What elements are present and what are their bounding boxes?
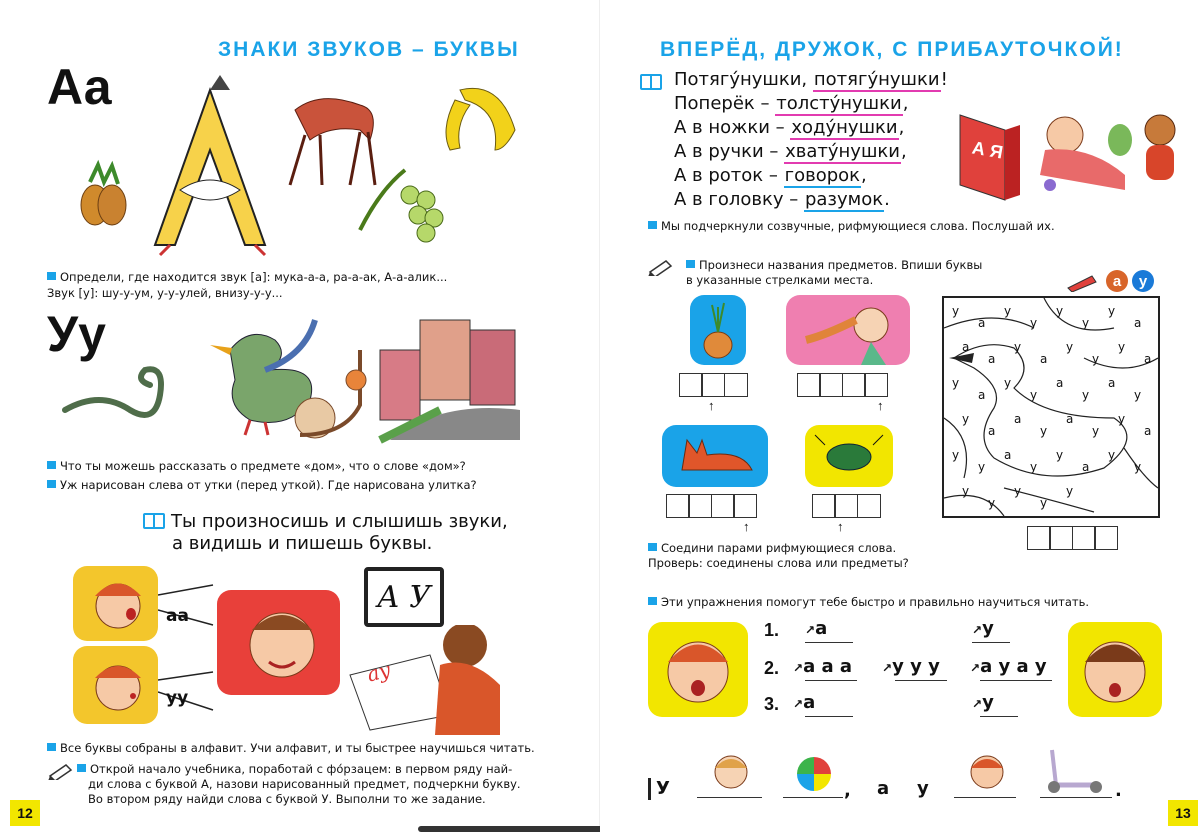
- puzzle-letter: а: [1144, 424, 1152, 438]
- city-icon: [380, 320, 520, 440]
- blank-line[interactable]: [697, 797, 762, 798]
- badge-u: у: [1132, 270, 1154, 292]
- exercise-2-auau: ↗а у а у: [970, 656, 1047, 677]
- puzzle-letter: у: [1092, 424, 1100, 438]
- boy-head-picture: [965, 748, 1009, 792]
- arrow-up-icon: ↑: [743, 519, 750, 534]
- note-pairs: Соедини парами рифмующиеся слова.: [648, 541, 896, 556]
- blank-line[interactable]: [954, 797, 1016, 798]
- exercise-2-number: 2.: [764, 658, 780, 678]
- toy-bear-icon: [1145, 115, 1175, 180]
- puzzle-letter: у: [1108, 448, 1116, 462]
- puzzle-letter: а: [1108, 376, 1116, 390]
- poem-line: А в ручки – хвату́нушки,: [674, 141, 907, 162]
- paper-letters: ау: [364, 657, 394, 687]
- note-exercises: Эти упражнения помогут тебе быстро и правильно научиться читать.: [648, 595, 1089, 610]
- puzzle-letter: у: [962, 484, 970, 498]
- puzzle-letter: у: [1056, 304, 1064, 318]
- letter-u-illustration: [60, 310, 530, 445]
- poem-block: [674, 68, 948, 212]
- beetle-picture: [805, 425, 893, 487]
- puzzle-letter: а: [1004, 448, 1012, 462]
- exercise-arrow: [805, 642, 853, 643]
- puzzle-letter: у: [1066, 484, 1074, 498]
- exercise-1-u: ↗у: [972, 618, 994, 639]
- blank-line[interactable]: [1040, 797, 1112, 798]
- bullet-icon: [648, 221, 657, 229]
- bullet-icon: [648, 597, 657, 605]
- note-endpapers-3: Во втором ряду найди слова с буквой У. Выполни то же задание.: [88, 792, 486, 806]
- answer-cells-braid[interactable]: [798, 373, 888, 397]
- puzzle-letter: у: [988, 496, 996, 510]
- exercise-1-number: 1.: [764, 620, 780, 640]
- toy-frog-icon: [1108, 124, 1132, 156]
- sentence-start-mark: [648, 778, 651, 800]
- rhyme-word: говорок: [784, 165, 861, 186]
- puzzle-letter: у: [952, 304, 960, 318]
- puzzle-letter: а: [978, 388, 986, 402]
- answer-cells-fox[interactable]: [667, 494, 757, 518]
- exercise-arrow: [805, 716, 853, 717]
- puzzle-letter: у: [1014, 340, 1022, 354]
- note-alphabet: Все буквы собраны в алфавит. Учи алфавит, и ты быстрее научишься читать.: [47, 741, 535, 756]
- deer-icon: [290, 99, 375, 185]
- exercise-arrow: [980, 680, 1052, 681]
- girl-saying-u-picture: [73, 646, 158, 724]
- exercise-arrow: [805, 680, 857, 681]
- note-rhymes: Мы подчеркнули созвучные, рифмующиеся слова. Послушай их.: [648, 219, 1055, 234]
- puzzle-letter: у: [1066, 340, 1074, 354]
- puzzle-letter: у: [1030, 316, 1038, 330]
- puzzle-letter: у: [1014, 484, 1022, 498]
- bottom-letter-u: у: [917, 778, 929, 799]
- puzzle-letter: у: [1040, 496, 1048, 510]
- letter-a-heading: Аа: [47, 59, 112, 115]
- puzzle-letter: а: [1056, 376, 1064, 390]
- exercise-3-a: ↗а: [793, 692, 816, 713]
- puzzle-letter: а: [962, 340, 970, 354]
- puzzle-letter: у: [952, 448, 960, 462]
- bullet-icon: [686, 260, 695, 268]
- snake-icon: [65, 369, 161, 415]
- answer-cells-puzzle[interactable]: [1028, 526, 1118, 550]
- bottom-period: .: [1115, 780, 1122, 801]
- rhyme-word: хвату́нушки: [785, 141, 900, 162]
- note-sound-u: Звук [у]: шу-у-ум, у-у-улей, внизу-у-у...: [47, 286, 283, 300]
- right-page: [600, 0, 1200, 832]
- puzzle-letter: а: [1082, 460, 1090, 474]
- pineapple-icon: [81, 165, 126, 225]
- pencil-icon: [648, 258, 674, 276]
- computer-screen: [364, 567, 444, 627]
- bullet-icon: [47, 272, 56, 280]
- fox-icon: [662, 425, 768, 487]
- puzzle-letter: у: [1134, 388, 1142, 402]
- note-endpapers-1: Открой начало учебника, поработай с фо́рзацем: в первом ряду най-: [77, 762, 512, 777]
- rhyme-word: разумок: [804, 189, 884, 210]
- bullet-icon: [47, 743, 56, 751]
- girl-writing-illustration: [340, 625, 510, 735]
- puzzle-letter: у: [978, 460, 986, 474]
- girl-saying-a-picture: [73, 566, 158, 641]
- exercise-arrow: [980, 716, 1018, 717]
- right-page-title: ВПЕРЁД, ДРУЖОК, С ПРИБАУТОЧКОЙ!: [660, 38, 1124, 61]
- puzzle-letter: у: [1056, 448, 1064, 462]
- bullet-icon: [47, 480, 56, 488]
- puzzle-letter: у: [1004, 304, 1012, 318]
- puzzle-letter: а: [988, 424, 996, 438]
- pencil-icon: [48, 762, 74, 780]
- fox-picture: [662, 425, 768, 487]
- puzzle-letter: у: [1082, 316, 1090, 330]
- letter-a-illustration: [60, 70, 530, 260]
- puzzle-letter: а: [978, 316, 986, 330]
- label-aa: аа: [166, 606, 189, 626]
- bullet-icon: [648, 543, 657, 551]
- exercise-2-aaa: ↗а а а: [793, 656, 853, 677]
- note-house: Что ты можешь рассказать о предмете «дом», что о слове «дом»?: [47, 459, 466, 474]
- puzzle-letter: у: [1004, 376, 1012, 390]
- page-number-right: 13: [1168, 800, 1198, 826]
- bottom-letter-u-capital: У: [656, 778, 670, 799]
- exercise-3-u: ↗у: [972, 692, 994, 713]
- puzzle-letter: а: [1066, 412, 1074, 426]
- task-instruction-1: Произнеси названия предметов. Впиши буквы: [686, 258, 982, 273]
- puzzle-letter: а: [1144, 352, 1152, 366]
- puzzle-letter: а: [988, 352, 996, 366]
- beetle-icon: [805, 425, 893, 487]
- exercise-arrow: [895, 680, 947, 681]
- puzzle-letter: а: [1040, 352, 1048, 366]
- answer-cells-beetle[interactable]: [813, 494, 881, 518]
- exercise-arrow: [972, 642, 1010, 643]
- rule-line-2: а видишь и пишешь буквы.: [172, 533, 433, 554]
- onion-picture: [690, 295, 746, 365]
- boy-face-picture: [1068, 622, 1162, 717]
- arrow-up-icon: ↑: [837, 519, 844, 534]
- note-snake-duck: Уж нарисован слева от утки (перед уткой). Где нарисована улитка?: [47, 478, 477, 493]
- puzzle-letter: у: [1040, 424, 1048, 438]
- label-uu: уу: [166, 688, 189, 708]
- bullet-icon: [77, 764, 86, 772]
- bottom-letter-a: а: [877, 778, 890, 799]
- note-sound-a: Определи, где находится звук [а]: мука-а-а, ра-а-ак, А-а-алик...: [47, 270, 447, 285]
- task-instruction-2: в указанные стрелками места.: [686, 273, 874, 287]
- braid-icon: [786, 295, 910, 365]
- poem-line: А в роток – говорок,: [674, 165, 867, 186]
- puzzle-letter: у: [1108, 304, 1116, 318]
- bottom-comma: ,: [844, 780, 851, 801]
- girl-face-picture: [648, 622, 748, 717]
- scooter-icon: [1042, 745, 1106, 795]
- puzzle-letter: у: [1030, 388, 1038, 402]
- exercise-2-uuu: ↗у у у: [882, 656, 940, 677]
- ball-icon: [797, 757, 831, 791]
- note-endpapers-2: ди слова с буквой А, назови нарисованный предмет, подчеркни букву.: [88, 777, 521, 791]
- puzzle-letter: у: [1092, 352, 1100, 366]
- puzzle-letter: у: [1118, 412, 1126, 426]
- puzzle-letter: у: [962, 412, 970, 426]
- puzzle-letter: у: [1030, 460, 1038, 474]
- puzzle-letter: у: [1134, 460, 1142, 474]
- poem-line: А в ножки – ходу́нушки,: [674, 117, 905, 138]
- answer-cells-onion[interactable]: [680, 373, 748, 397]
- book-icon: [143, 513, 165, 529]
- arrow-up-icon: ↑: [877, 398, 884, 413]
- screen-letters: А У: [377, 579, 431, 615]
- rhyme-word: потягу́нушки: [813, 69, 940, 90]
- letter-puzzle: [942, 296, 1160, 518]
- poem-line: А в головку – разумок.: [674, 189, 890, 210]
- crayon-icon: [1066, 272, 1100, 292]
- puzzle-letter: у: [1118, 340, 1126, 354]
- grapes-icon: [360, 170, 443, 242]
- bullet-icon: [47, 461, 56, 469]
- badge-a: а: [1106, 270, 1128, 292]
- puzzle-letter: у: [952, 376, 960, 390]
- blank-line[interactable]: [783, 797, 843, 798]
- rhyme-word: ходу́нушки: [791, 117, 898, 138]
- exercise-1-a: ↗а: [805, 618, 828, 639]
- letter-u-heading: Уу: [47, 306, 106, 362]
- rhyme-word: толсту́нушки: [776, 93, 902, 114]
- braid-girl-picture: [786, 295, 910, 365]
- banana-icon: [446, 88, 515, 150]
- arrow-up-icon: ↑: [708, 398, 715, 413]
- puzzle-letter: а: [1134, 316, 1142, 330]
- puzzle-letter: у: [1082, 388, 1090, 402]
- boy-listening-picture: [217, 590, 340, 695]
- poem-line: Потягу́нушки, потягу́нушки!: [674, 69, 948, 90]
- onion-icon: [690, 295, 746, 365]
- girl-head-picture: [708, 750, 754, 792]
- rule-line-1: Ты произносишь и слышишь звуки,: [143, 510, 508, 534]
- poem-line: Поперёк – толсту́нушки,: [674, 93, 909, 114]
- book-letters: А Я: [970, 137, 1005, 163]
- puzzle-letter: а: [1014, 412, 1022, 426]
- page-number-left: 12: [10, 800, 40, 826]
- note-check: Проверь: соединены слова или предметы?: [648, 556, 909, 570]
- left-page-title: ЗНАКИ ЗВУКОВ – БУКВЫ: [218, 38, 520, 61]
- book-icon: [640, 74, 662, 90]
- exercise-3-number: 3.: [764, 694, 780, 714]
- stork-letter-a-icon: [155, 75, 265, 255]
